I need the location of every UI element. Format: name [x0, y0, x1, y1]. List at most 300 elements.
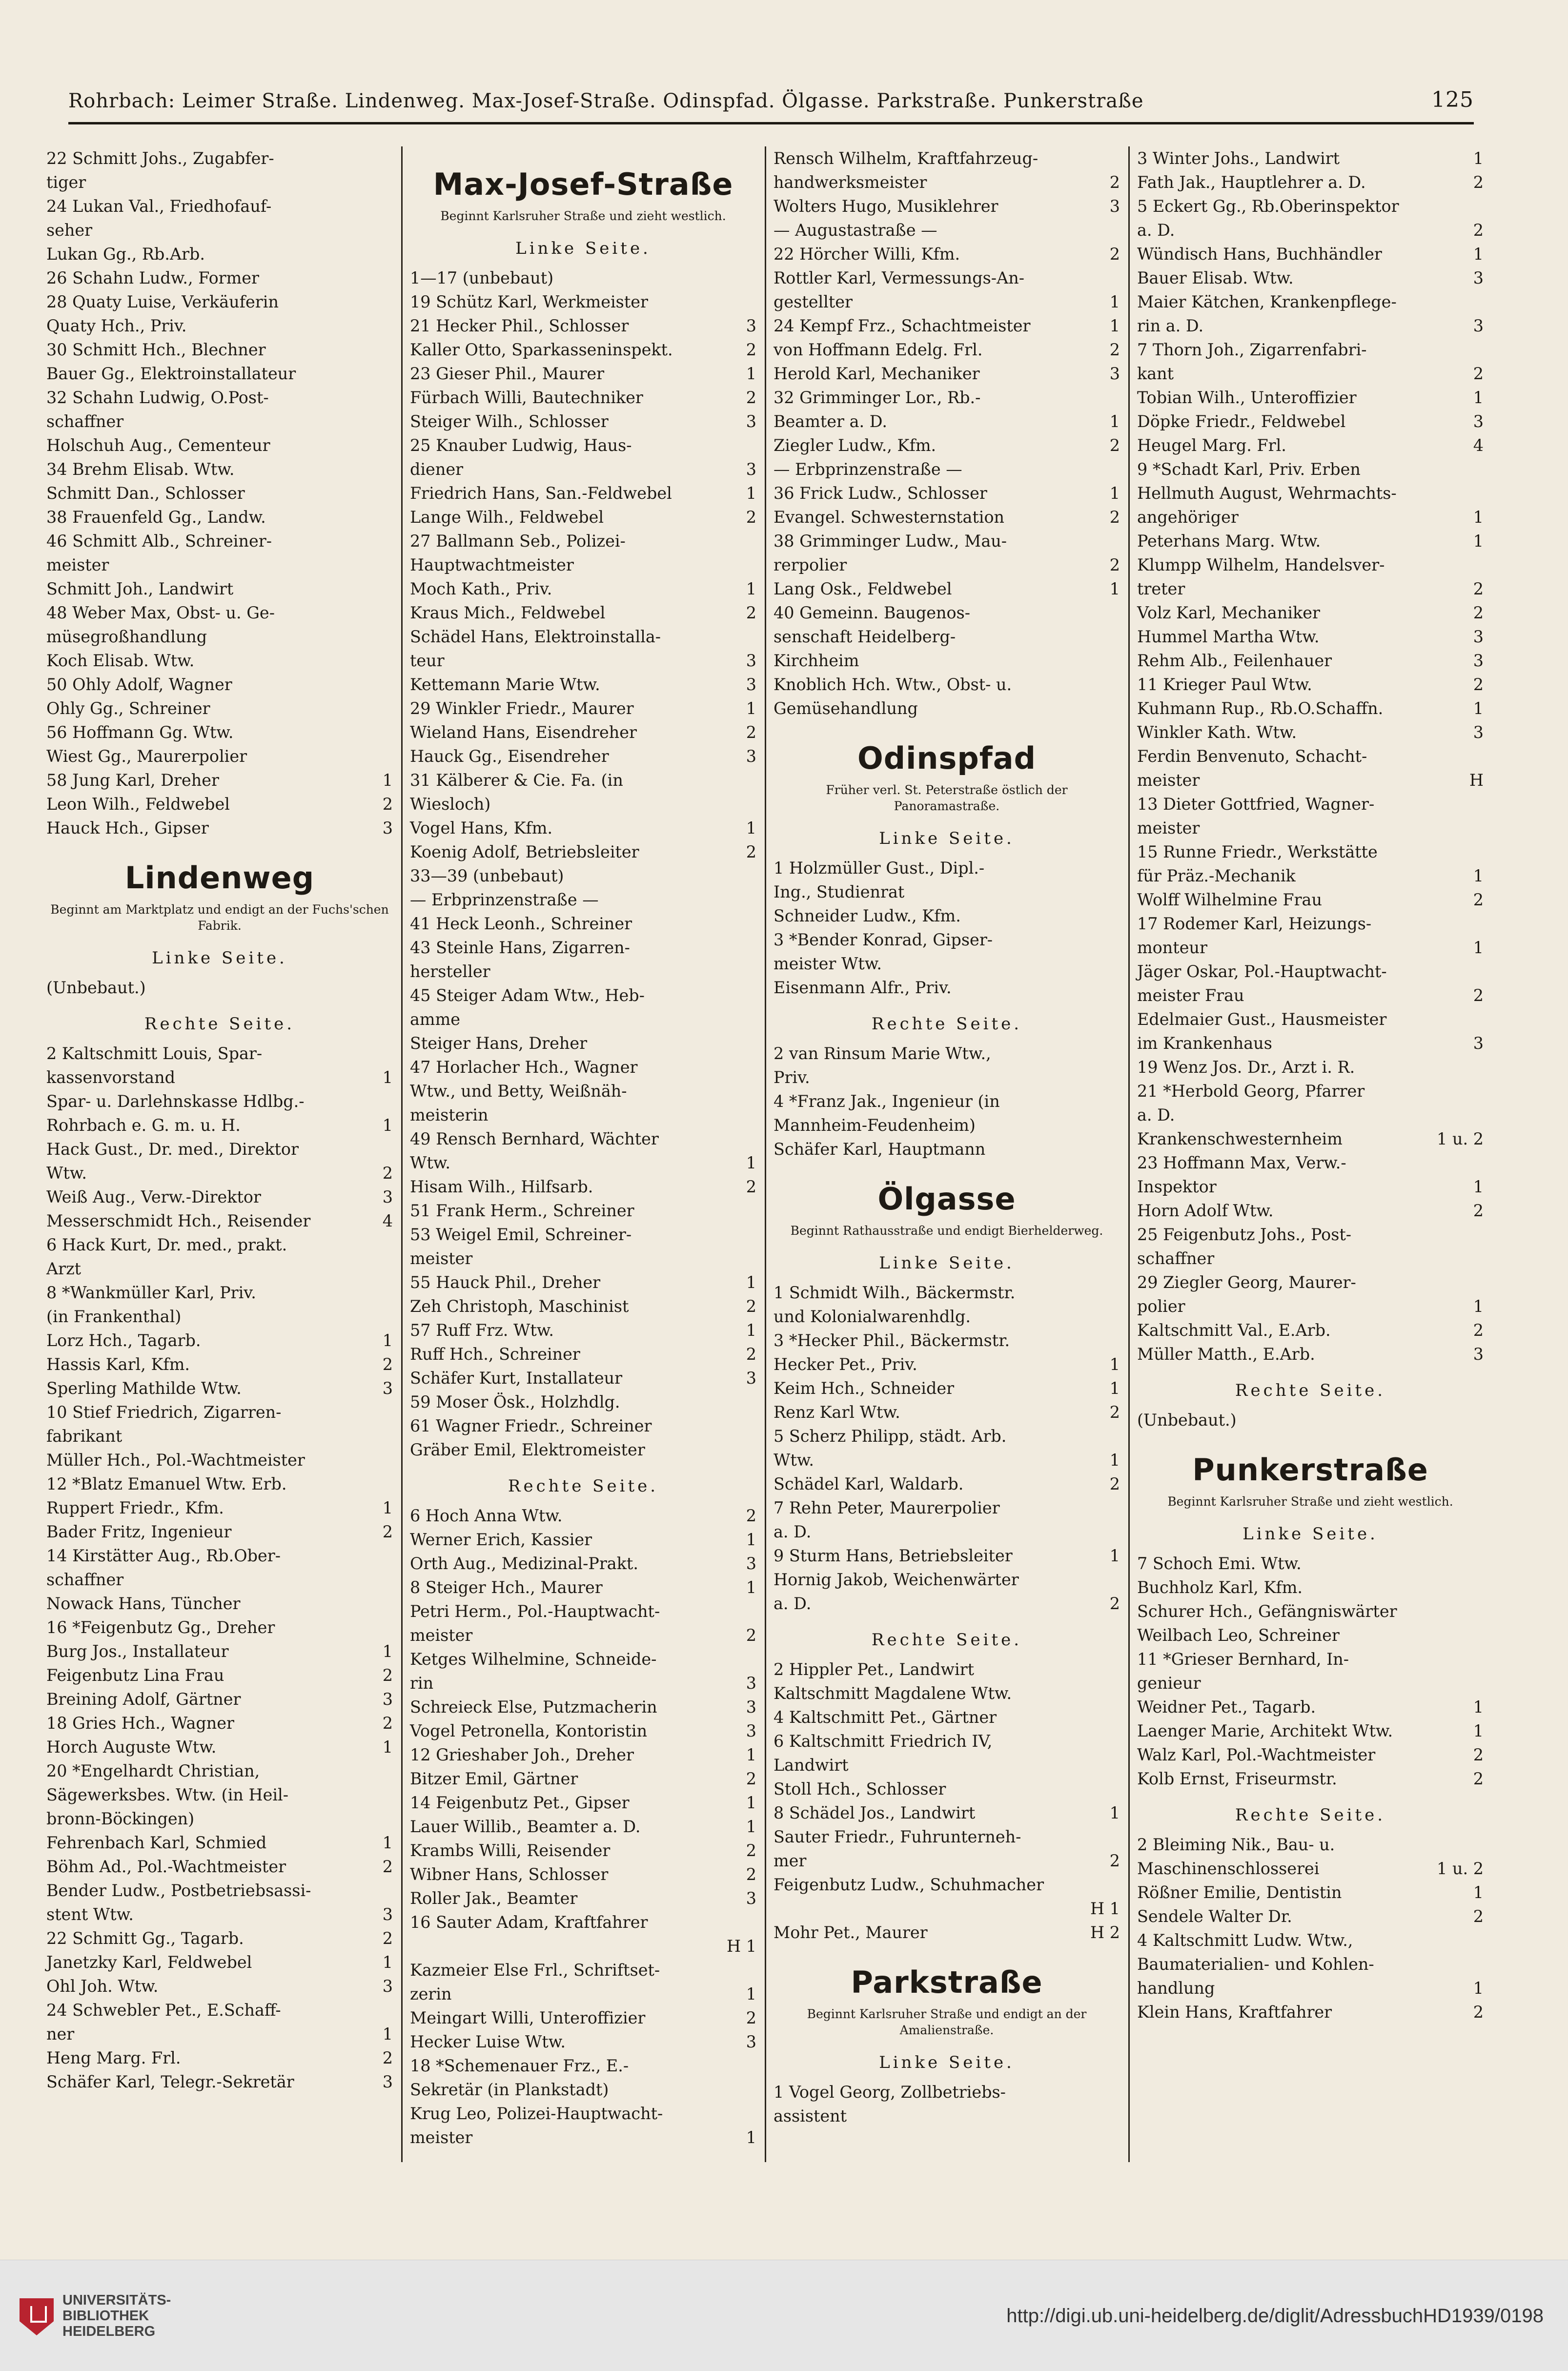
- entry-floor: [752, 864, 756, 888]
- entry-text: Mannheim-Feudenheim): [774, 1116, 976, 1135]
- entry-floor: 3: [1109, 364, 1120, 383]
- directory-entry: [46, 457, 393, 481]
- directory-entry: [774, 1777, 1120, 1801]
- directory-entry: [1137, 433, 1484, 457]
- entry-floor: 1: [746, 1817, 756, 1836]
- source-url[interactable]: http://digi.ub.uni-heidelberg.de/diglit/AdressbuchHD1939/0198: [1006, 2305, 1544, 2327]
- directory-entry: [410, 1390, 756, 1414]
- entry-floor: [1479, 1952, 1484, 1976]
- entry-floor: 2: [1473, 1745, 1484, 1764]
- entry-floor: [1479, 1103, 1484, 1127]
- entry-text: Ferdin Benvenuto, Schacht-: [1137, 747, 1367, 766]
- entry-text: schaffner: [46, 412, 124, 431]
- entry-text: Werner Erich, Kassier: [410, 1530, 592, 1549]
- entry-text: 23 Hoffmann Max, Verw.-: [1137, 1153, 1346, 1172]
- directory-entry: [774, 1873, 1120, 1897]
- entry-floor: 1: [746, 2128, 756, 2147]
- entry-text: 5 Eckert Gg., Rb.Oberinspektor: [1137, 197, 1399, 216]
- entry-floor: 3: [746, 316, 756, 335]
- directory-entry: [46, 768, 393, 792]
- entry-floor: [1115, 457, 1120, 481]
- side-heading: Rechte Seite.: [144, 1014, 295, 1034]
- entry-text: Heng Marg. Frl.: [46, 2048, 181, 2067]
- entry-text: 46 Schmitt Alb., Schreiner-: [46, 531, 272, 551]
- directory-entry: [410, 1342, 756, 1366]
- entry-floor: 2: [1109, 245, 1120, 264]
- entry-text: 4 Kaltschmitt Ludw. Wtw.,: [1137, 1931, 1353, 1950]
- entry-text: Hauck Gg., Eisendreher: [410, 747, 609, 766]
- directory-entry: [410, 338, 756, 362]
- directory-entry: [410, 1862, 756, 1886]
- street-description: Beginnt am Marktplatz und endigt an der Fuchs'schen Fabrik.: [50, 902, 389, 933]
- directory-entry: [46, 170, 393, 194]
- entry-floor: 2: [1109, 1594, 1120, 1613]
- entry-text: Lukan Gg., Rb.Arb.: [46, 245, 205, 264]
- directory-entry: [1137, 386, 1484, 409]
- entry-text: 6 Hoch Anna Wtw.: [410, 1506, 563, 1525]
- entry-text: (Unbebaut.): [1137, 1410, 1237, 1430]
- entry-floor: [388, 1233, 393, 1257]
- directory-entry: [774, 1352, 1120, 1376]
- entry-text: 40 Gemeinn. Baugenos-: [774, 603, 970, 622]
- entry-floor: 3: [1473, 651, 1484, 670]
- directory-entry: [410, 1982, 756, 2006]
- entry-text: handlung: [1137, 1979, 1215, 1998]
- entry-text: Peterhans Marg. Wtw.: [1137, 531, 1321, 551]
- directory-entry: [46, 338, 393, 362]
- entry-floor: [1115, 1568, 1120, 1592]
- entry-text: 47 Horlacher Hch., Wagner: [410, 1058, 638, 1077]
- directory-entry: [410, 1719, 756, 1743]
- entry-floor: [388, 1137, 393, 1161]
- entry-text: Schädel Hans, Elektroinstalla-: [410, 627, 661, 646]
- street-description: Beginnt Karlsruher Straße und zieht westlich.: [1167, 1494, 1453, 1509]
- directory-entry: [46, 649, 393, 673]
- entry-text: Ohl Joh. Wtw.: [46, 1977, 159, 1996]
- entry-text: Ohly Gg., Schreiner: [46, 699, 210, 718]
- entry-text: 36 Frick Ludw., Schlosser: [774, 484, 987, 503]
- directory-entry: [410, 2102, 756, 2126]
- directory-entry: [1137, 194, 1484, 218]
- entry-floor: [388, 457, 393, 481]
- entry-floor: 1: [746, 364, 756, 383]
- entry-text: 61 Wagner Friedr., Schreiner: [410, 1416, 652, 1435]
- entry-text: Ketges Wilhelmine, Schneide-: [410, 1650, 657, 1669]
- entry-floor: [1479, 1552, 1484, 1575]
- side-heading: Rechte Seite.: [871, 1630, 1022, 1650]
- entry-floor: 1: [1109, 316, 1120, 335]
- entry-text: seher: [46, 221, 93, 240]
- entry-text: Kaltschmitt Magdalene Wtw.: [774, 1684, 1012, 1703]
- library-name-line: BIBLIOTHEK: [62, 2308, 149, 2324]
- entry-floor: [1479, 1599, 1484, 1623]
- entry-text: (in Frankenthal): [46, 1307, 182, 1326]
- entry-text: Burg Jos., Installateur: [46, 1642, 229, 1661]
- library-name-line: UNIVERSITÄTS-: [62, 2292, 171, 2308]
- entry-text: 2 van Rinsum Marie Wtw.,: [774, 1044, 991, 1063]
- entry-floor: 2: [1473, 579, 1484, 598]
- directory-entry: [1137, 1623, 1484, 1647]
- street-description: Früher verl. St. Peterstraße östlich der Panoramastraße.: [826, 783, 1068, 813]
- entry-floor: [388, 481, 393, 505]
- entry-floor: [1115, 1496, 1120, 1520]
- directory-entry: [774, 1305, 1120, 1329]
- directory-entry: [410, 625, 756, 649]
- directory-entry: [1137, 1695, 1484, 1719]
- entry-text: Evangel. Schwesternstation: [774, 508, 1005, 527]
- entry-text: Spar- u. Darlehnskasse Hdlbg.-: [46, 1092, 305, 1111]
- entry-text: Wtw.: [774, 1451, 814, 1470]
- entry-floor: 1: [1473, 1177, 1484, 1196]
- entry-text: Roller Jak., Beamter: [410, 1889, 578, 1908]
- entry-floor: [752, 768, 756, 792]
- directory-entry: [774, 338, 1120, 362]
- directory-entry: [410, 505, 756, 529]
- entry-floor: 3: [746, 1889, 756, 1908]
- entry-floor: 3: [382, 1977, 393, 1996]
- entry-text: Kuhmann Rup., Rb.O.Schaffn.: [1137, 699, 1384, 718]
- directory-entry: [1137, 1743, 1484, 1767]
- entry-text: Wolff Wilhelmine Frau: [1137, 890, 1322, 909]
- directory-entry: [46, 625, 393, 649]
- entry-floor: [1479, 1647, 1484, 1671]
- entry-floor: [1479, 816, 1484, 840]
- entry-floor: 1: [382, 771, 393, 790]
- directory-entry: [1137, 625, 1484, 649]
- entry-text: Schreieck Else, Putzmacherin: [410, 1697, 657, 1717]
- entry-floor: 1: [1473, 1883, 1484, 1902]
- entry-floor: 1: [1109, 292, 1120, 311]
- entry-text: 3 *Bender Konrad, Gipser-: [774, 930, 993, 949]
- directory-entry: [410, 1031, 756, 1055]
- entry-text: schaffner: [1137, 1249, 1215, 1268]
- entry-floor: [1115, 976, 1120, 1000]
- directory-entry: [1137, 266, 1484, 290]
- entry-text: Wündisch Hans, Buchhändler: [1137, 245, 1382, 264]
- directory-entry: [1137, 840, 1484, 864]
- directory-entry: [774, 1849, 1120, 1873]
- entry-text: 34 Brehm Elisab. Wtw.: [46, 460, 235, 479]
- directory-entry: [774, 2080, 1120, 2104]
- entry-text: Kazmeier Else Frl., Schriftset-: [410, 1961, 660, 1980]
- directory-entry: [1137, 720, 1484, 744]
- entry-floor: [1115, 880, 1120, 904]
- directory-entry: [1137, 1719, 1484, 1743]
- entry-floor: 1: [1109, 484, 1120, 503]
- directory-entry: [774, 856, 1120, 880]
- entry-floor: [388, 1305, 393, 1329]
- directory-entry: [46, 1879, 393, 1902]
- entry-text: Rottler Karl, Vermessungs-An-: [774, 268, 1024, 287]
- directory-entry: [1137, 649, 1484, 673]
- entry-text: — Augustastraße —: [774, 221, 937, 240]
- entry-floor: [752, 1647, 756, 1671]
- directory-entry: [46, 386, 393, 409]
- directory-entry: [46, 816, 393, 840]
- entry-text: fabrikant: [46, 1427, 122, 1446]
- entry-text: Müller Hch., Pol.-Wachtmeister: [46, 1451, 305, 1470]
- entry-floor: 2: [746, 603, 756, 622]
- entry-text: 22 Hörcher Willi, Kfm.: [774, 245, 960, 264]
- entry-text: 2 Hippler Pet., Landwirt: [774, 1660, 975, 1679]
- entry-text: Lang Osk., Feldwebel: [774, 579, 952, 598]
- entry-text: Zeh Christoph, Maschinist: [410, 1297, 629, 1316]
- directory-entry: [1137, 1031, 1484, 1055]
- column-2: [410, 146, 756, 2149]
- directory-entry: [46, 529, 393, 553]
- directory-entry: [774, 976, 1120, 1000]
- entry-floor: 1: [1473, 1297, 1484, 1316]
- directory-entry: [1137, 1007, 1484, 1031]
- directory-entry: [46, 1663, 393, 1687]
- directory-entry: [1137, 290, 1484, 314]
- entry-text: Kaltschmitt Val., E.Arb.: [1137, 1321, 1331, 1340]
- entry-text: 21 *Herbold Georg, Pfarrer: [1137, 1082, 1365, 1101]
- entry-text: Hecker Luise Wtw.: [410, 2032, 566, 2051]
- directory-entry: [46, 409, 393, 433]
- entry-text: Lauer Willib., Beamter a. D.: [410, 1817, 641, 1836]
- directory-entry: [1137, 1880, 1484, 1904]
- entry-text: — Erbprinzenstraße —: [774, 460, 962, 479]
- entry-floor: [1115, 529, 1120, 553]
- directory-entry: [46, 1305, 393, 1329]
- entry-floor: [1479, 457, 1484, 481]
- entry-floor: [752, 912, 756, 936]
- entry-text: Schmitt Dan., Schlosser: [46, 484, 245, 503]
- directory-entry: [46, 976, 393, 1000]
- directory-entry: [1137, 481, 1484, 505]
- directory-entry: [410, 1438, 756, 1462]
- entry-floor: 3: [1473, 268, 1484, 287]
- entry-text: 10 Stief Friedrich, Zigarren-: [46, 1403, 282, 1422]
- entry-text: Ruppert Friedr., Kfm.: [46, 1498, 224, 1517]
- directory-entry: [46, 1161, 393, 1185]
- directory-entry: [410, 1247, 756, 1270]
- directory-entry: [410, 768, 756, 792]
- entry-floor: [1115, 1113, 1120, 1137]
- entry-text: 16 *Feigenbutz Gg., Dreher: [46, 1618, 275, 1637]
- entry-text: Schädel Karl, Waldarb.: [774, 1474, 964, 1493]
- entry-text: Ruff Hch., Schreiner: [410, 1345, 580, 1364]
- directory-entry: [410, 1199, 756, 1223]
- entry-floor: 1: [1473, 699, 1484, 718]
- side-heading: Linke Seite.: [1242, 1524, 1378, 1544]
- directory-entry: [1137, 314, 1484, 338]
- entry-floor: 1: [1473, 938, 1484, 957]
- directory-entry: [46, 194, 393, 218]
- entry-text: Klein Hans, Kraftfahrer: [1137, 2003, 1332, 2022]
- entry-floor: 2: [382, 1355, 393, 1374]
- entry-floor: 2: [746, 1841, 756, 1860]
- directory-entry: [46, 1926, 393, 1950]
- entry-floor: 3: [382, 1187, 393, 1206]
- entry-floor: 3: [1473, 627, 1484, 646]
- street-description: Beginnt Karlsruher Straße und endigt an der Amalienstraße.: [807, 2007, 1087, 2037]
- directory-entry: [46, 266, 393, 290]
- entry-text: Laenger Marie, Architekt Wtw.: [1137, 1721, 1393, 1740]
- directory-entry: [46, 553, 393, 577]
- street-description: Beginnt Karlsruher Straße und zieht westlich.: [440, 209, 726, 223]
- entry-text: 1 Schmidt Wilh., Bäckermstr.: [774, 1283, 1016, 1302]
- entry-text: Krug Leo, Polizei-Hauptwacht-: [410, 2104, 663, 2123]
- directory-entry: [410, 1886, 756, 1910]
- entry-floor: 3: [382, 1379, 393, 1398]
- entry-floor: [752, 1958, 756, 1982]
- directory-entry: [1137, 744, 1484, 768]
- entry-text: Kolb Ernst, Friseurmstr.: [1137, 1769, 1337, 1788]
- entry-floor: [1115, 1520, 1120, 1544]
- entry-text: zerin: [410, 1984, 452, 2003]
- entry-text: 9 *Schadt Karl, Priv. Erben: [1137, 460, 1361, 479]
- entry-floor: 2: [1109, 340, 1120, 359]
- entry-floor: [1115, 601, 1120, 625]
- directory-entry: [774, 1042, 1120, 1065]
- directory-entry: [774, 529, 1120, 553]
- entry-text: Hack Gust., Dr. med., Direktor: [46, 1140, 299, 1159]
- entry-text: meisterin: [410, 1105, 489, 1124]
- entry-text: Rößner Emilie, Dentistin: [1137, 1883, 1342, 1902]
- directory-entry: [410, 1647, 756, 1671]
- entry-floor: [1479, 1623, 1484, 1647]
- directory-entry: [46, 1855, 393, 1879]
- directory-entry: [410, 1599, 756, 1623]
- directory-entry: [1137, 601, 1484, 625]
- entry-floor: 3: [1473, 1034, 1484, 1053]
- entry-floor: [752, 1103, 756, 1127]
- entry-floor: [752, 1007, 756, 1031]
- entry-floor: [1115, 1089, 1120, 1113]
- entry-text: Ing., Studienrat: [774, 882, 905, 901]
- side-heading: Linke Seite.: [879, 829, 1015, 848]
- entry-floor: 2: [746, 723, 756, 742]
- entry-floor: [388, 1281, 393, 1305]
- entry-text: Lange Wilh., Feldwebel: [410, 508, 604, 527]
- entry-text: Wtw., und Betty, Weißnäh-: [410, 1082, 627, 1101]
- entry-floor: 2: [746, 1626, 756, 1645]
- entry-floor: [388, 553, 393, 577]
- entry-floor: [388, 1592, 393, 1615]
- entry-text: Gemüsehandlung: [774, 699, 918, 718]
- entry-floor: [388, 362, 393, 386]
- entry-floor: [388, 1759, 393, 1783]
- entry-text: Döpke Friedr., Feldwebel: [1137, 412, 1346, 431]
- entry-floor: [752, 1910, 756, 1934]
- entry-text: kant: [1137, 364, 1174, 383]
- street-title: Odinspfad: [857, 740, 1036, 776]
- entry-text: meister: [1137, 818, 1200, 838]
- entry-floor: [752, 1055, 756, 1079]
- directory-entry: [1137, 1103, 1484, 1127]
- entry-floor: 1: [1473, 1697, 1484, 1717]
- entry-floor: [1115, 218, 1120, 242]
- entry-text: Buchholz Karl, Kfm.: [1137, 1578, 1303, 1597]
- directory-entry: [410, 290, 756, 314]
- entry-floor: 3: [382, 1690, 393, 1709]
- entry-text: 16 Sauter Adam, Kraftfahrer: [410, 1913, 648, 1932]
- directory-entry: [46, 314, 393, 338]
- entry-text: Arzt: [46, 1259, 81, 1278]
- directory-entry: [774, 553, 1120, 577]
- entry-text: Horn Adolf Wtw.: [1137, 1201, 1274, 1220]
- entry-text: 18 Gries Hch., Wagner: [46, 1714, 235, 1733]
- entry-text: Müller Matth., E.Arb.: [1137, 1345, 1315, 1364]
- entry-floor: 2: [1473, 1769, 1484, 1788]
- entry-floor: 2: [382, 2048, 393, 2067]
- entry-floor: [752, 2054, 756, 2078]
- entry-floor: [1115, 1657, 1120, 1681]
- entry-text: — Erbprinzenstraße —: [410, 890, 599, 909]
- entry-text: 1 Vogel Georg, Zollbetriebs-: [774, 2083, 1006, 2102]
- entry-text: 11 Krieger Paul Wtw.: [1137, 675, 1312, 694]
- directory-entry: [774, 1705, 1120, 1729]
- entry-text: 11 *Grieser Bernhard, In-: [1137, 1650, 1349, 1669]
- entry-text: Maschinenschlosserei: [1137, 1859, 1320, 1878]
- entry-text: Hassis Karl, Kfm.: [46, 1355, 190, 1374]
- entry-text: 14 Kirstätter Aug., Rb.Ober-: [46, 1546, 281, 1565]
- entry-floor: 2: [1109, 508, 1120, 527]
- entry-floor: 4: [382, 1211, 393, 1230]
- directory-entry: [1137, 242, 1484, 266]
- entry-floor: [1115, 1753, 1120, 1777]
- entry-text: amme: [410, 1010, 460, 1029]
- entry-text: mer: [774, 1851, 807, 1870]
- entry-text: Koch Elisab. Wtw.: [46, 651, 195, 670]
- entry-floor: [388, 170, 393, 194]
- footer-bar: [0, 2260, 1568, 2371]
- directory-entry: [46, 1042, 393, 1065]
- entry-floor: 2: [1473, 1321, 1484, 1340]
- entry-text: bronn-Böckingen): [46, 1809, 195, 1828]
- entry-floor: [1479, 194, 1484, 218]
- directory-entry: [46, 2046, 393, 2070]
- directory-entry: [46, 1902, 393, 1926]
- entry-text: Bauer Gg., Elektroinstallateur: [46, 364, 296, 383]
- entry-text: gestellter: [774, 292, 853, 311]
- directory-entry: [774, 1281, 1120, 1305]
- entry-floor: [752, 529, 756, 553]
- directory-entry: [410, 1318, 756, 1342]
- entry-floor: 1: [382, 2024, 393, 2044]
- entry-text: Weidner Pet., Tagarb.: [1137, 1697, 1316, 1717]
- entry-floor: 3: [1473, 316, 1484, 335]
- entry-floor: 2: [1109, 1403, 1120, 1422]
- entry-text: Hummel Martha Wtw.: [1137, 627, 1320, 646]
- entry-floor: [1479, 792, 1484, 816]
- entry-floor: [1115, 1042, 1120, 1065]
- directory-entry: [46, 433, 393, 457]
- entry-text: Hauptwachtmeister: [410, 555, 574, 574]
- entry-floor: [752, 2102, 756, 2126]
- entry-floor: [752, 792, 756, 816]
- entry-floor: [388, 194, 393, 218]
- entry-text: 7 Rehn Peter, Maurerpolier: [774, 1498, 1000, 1517]
- entry-text: handwerksmeister: [774, 173, 927, 192]
- entry-floor: 3: [382, 1905, 393, 1924]
- entry-text: a. D.: [774, 1522, 812, 1541]
- entry-text: [425, 1934, 736, 1958]
- entry-text: tiger: [46, 173, 86, 192]
- directory-entry: [1137, 912, 1484, 936]
- entry-text: Wtw.: [410, 1153, 450, 1172]
- entry-text: 14 Feigenbutz Pet., Gipser: [410, 1793, 630, 1812]
- entry-text: meister Wtw.: [774, 954, 882, 973]
- entry-text: Wiesloch): [410, 795, 491, 814]
- entry-text: und Kolonialwarenhdlg.: [774, 1307, 971, 1326]
- entry-text: Schäfer Kurt, Installateur: [410, 1369, 623, 1388]
- directory-entry: [1137, 1671, 1484, 1695]
- entry-text: 50 Ohly Adolf, Wagner: [46, 675, 232, 694]
- directory-entry: [410, 2006, 756, 2030]
